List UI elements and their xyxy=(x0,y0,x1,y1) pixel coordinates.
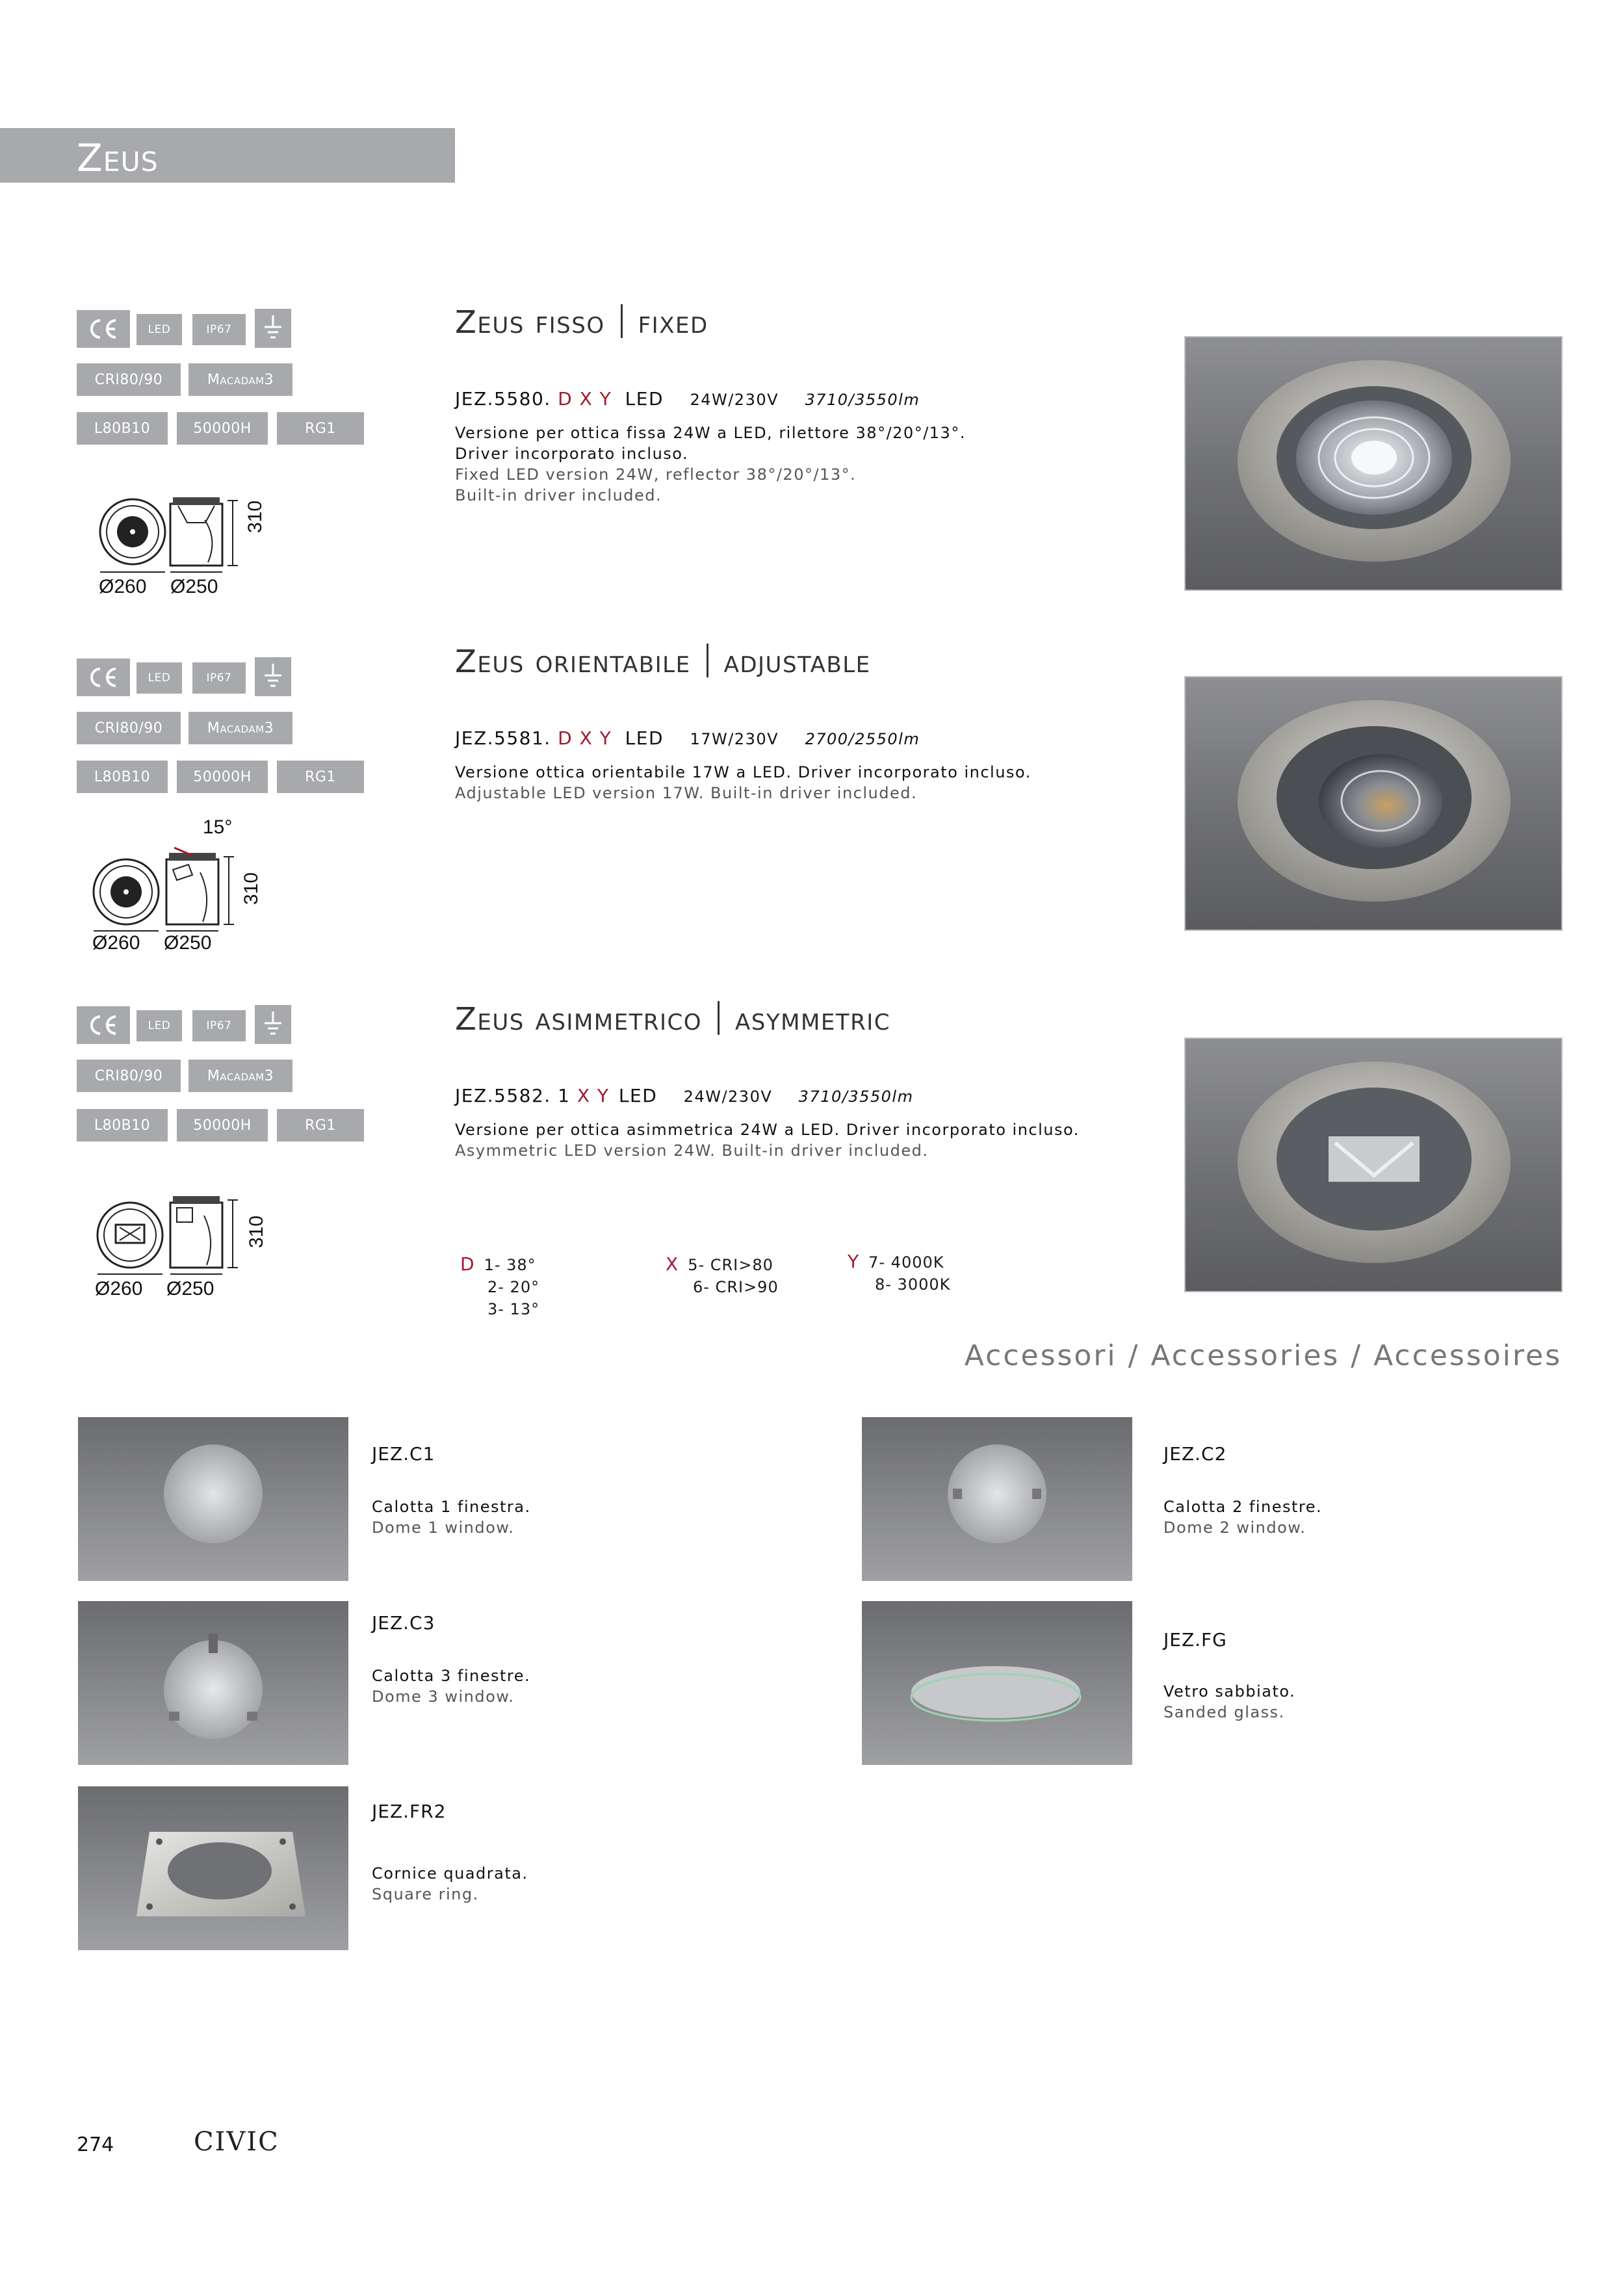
description-it-line: Driver incorporato incluso. xyxy=(455,445,689,463)
product-title xyxy=(455,644,871,680)
product-title xyxy=(455,304,708,341)
product-title-it: Zeus fisso xyxy=(455,304,605,341)
product-description xyxy=(455,762,1032,803)
option-key: D xyxy=(460,1253,475,1275)
led-label: LED xyxy=(618,1085,658,1106)
accessory-photo-c2 xyxy=(862,1417,1132,1581)
option-item: 2- 20° xyxy=(487,1278,540,1296)
l80-badge: L80B10 xyxy=(77,761,168,793)
accessory-desc-it: Calotta 3 finestre. xyxy=(372,1667,531,1685)
ground-symbol-icon xyxy=(255,309,291,348)
l80-badge: L80B10 xyxy=(77,1109,168,1141)
description-it-line: Versione per ottica fissa 24W a LED, rilettore 38°/20°/13°. xyxy=(455,424,966,442)
accessory-description xyxy=(372,1665,530,1707)
tilt-angle-label: 15° xyxy=(203,816,233,838)
option-item: 1- 38° xyxy=(484,1256,536,1274)
product-photo-fixed xyxy=(1184,336,1563,591)
led-label: LED xyxy=(625,727,664,749)
option-item: 8- 3000K xyxy=(875,1275,951,1294)
brand-logo: CIVIC xyxy=(194,2127,279,2157)
product-code: JEZ.5581. xyxy=(455,727,551,749)
lifetime-badge: 50000H xyxy=(177,1109,268,1141)
ip-rating-badge: IP67 xyxy=(192,314,246,345)
accessory-photo-c3 xyxy=(78,1601,348,1765)
accessory-desc-it: Vetro sabbiato. xyxy=(1163,1682,1296,1701)
product-title-it: Zeus orientabile xyxy=(455,644,691,680)
diameter-inner-label: Ø250 xyxy=(164,932,212,954)
product-title-en: asymmetric xyxy=(735,1001,890,1037)
power-rating: 24W/230V xyxy=(690,391,779,409)
page-number: 274 xyxy=(77,2133,114,2156)
ground-symbol-icon xyxy=(255,657,291,696)
diameter-outer-label: Ø260 xyxy=(99,576,147,597)
product-photo-asymmetric xyxy=(1184,1037,1563,1292)
lumen-output: 3710/3550lm xyxy=(805,391,920,409)
led-badge: LED xyxy=(136,1010,182,1041)
diameter-inner-label: Ø250 xyxy=(166,1278,214,1299)
lumen-output: 2700/2550lm xyxy=(805,730,920,748)
title-divider xyxy=(718,1001,720,1035)
accessory-photo-fr2 xyxy=(78,1786,348,1950)
accessory-description xyxy=(1163,1496,1322,1538)
option-item: 7- 4000K xyxy=(868,1253,944,1272)
product-photo-adjustable xyxy=(1184,676,1563,931)
diameter-outer-label: Ø260 xyxy=(92,932,140,954)
accessory-desc-it: Cornice quadrata. xyxy=(372,1864,528,1883)
ip-rating-badge: IP67 xyxy=(192,662,246,694)
accessory-desc-en: Dome 1 window. xyxy=(372,1519,515,1537)
accessory-desc-en: Dome 3 window. xyxy=(372,1688,515,1706)
option-item: 6- CRI>90 xyxy=(693,1278,779,1296)
accessories-heading: Accessori / Accessories / Accessoires xyxy=(964,1339,1562,1372)
height-label: 310 xyxy=(240,872,262,905)
cri-badge: CRI80/90 xyxy=(77,1060,181,1092)
variant-codes: D X Y xyxy=(558,388,612,410)
section-title: Zeus xyxy=(77,136,159,180)
diameter-inner-label: Ø250 xyxy=(170,576,218,597)
cri-badge: CRI80/90 xyxy=(77,363,181,396)
lifetime-badge: 50000H xyxy=(177,412,268,445)
ce-mark-icon xyxy=(77,1006,130,1044)
description-en-line: Built-in driver included. xyxy=(455,486,662,504)
accessory-desc-it: Calotta 2 finestre. xyxy=(1163,1498,1323,1516)
product-code: JEZ.5580. xyxy=(455,388,551,410)
variant-codes: X Y xyxy=(577,1085,610,1106)
accessory-code: JEZ.C3 xyxy=(372,1612,435,1634)
accessory-photo-fg xyxy=(862,1601,1132,1765)
product-description xyxy=(455,423,966,506)
option-group-y xyxy=(848,1251,950,1296)
lumen-output: 3710/3550lm xyxy=(798,1088,914,1106)
l80-badge: L80B10 xyxy=(77,412,168,445)
product-title-it: Zeus asimmetrico xyxy=(455,1001,703,1037)
option-group-d xyxy=(460,1253,539,1320)
ce-mark-icon xyxy=(77,310,130,348)
description-it-line: Versione ottica orientabile 17W a LED. Driver incorporato incluso. xyxy=(455,763,1032,781)
risk-group-badge: RG1 xyxy=(277,761,364,793)
option-group-x xyxy=(666,1253,779,1298)
height-label: 310 xyxy=(246,1215,267,1248)
accessory-description xyxy=(1163,1681,1295,1723)
macadam-badge: Macadam3 xyxy=(188,1060,292,1092)
accessory-code: JEZ.C2 xyxy=(1163,1443,1227,1465)
accessory-desc-en: Dome 2 window. xyxy=(1163,1519,1306,1537)
led-badge: LED xyxy=(136,314,182,345)
product-title xyxy=(455,1001,890,1037)
accessory-code: JEZ.FG xyxy=(1163,1629,1227,1650)
option-item: 5- CRI>80 xyxy=(688,1256,773,1274)
ip-rating-badge: IP67 xyxy=(192,1010,246,1041)
accessory-desc-en: Square ring. xyxy=(372,1885,479,1903)
power-rating: 17W/230V xyxy=(690,730,779,748)
accessory-description xyxy=(372,1496,531,1538)
product-code-line xyxy=(455,727,920,749)
ground-symbol-icon xyxy=(255,1005,291,1044)
description-en-line: Asymmetric LED version 24W. Built-in driver included. xyxy=(455,1141,929,1160)
accessory-desc-en: Sanded glass. xyxy=(1163,1703,1285,1721)
product-code: JEZ.5582. 1 xyxy=(455,1085,571,1106)
accessory-code: JEZ.FR2 xyxy=(372,1801,447,1822)
description-en-line: Adjustable LED version 17W. Built-in driver included. xyxy=(455,784,918,802)
macadam-badge: Macadam3 xyxy=(188,712,292,744)
product-title-en: adjustable xyxy=(723,644,871,680)
accessory-code: JEZ.C1 xyxy=(372,1443,435,1465)
accessory-desc-it: Calotta 1 finestra. xyxy=(372,1498,531,1516)
variant-codes: D X Y xyxy=(558,727,612,749)
height-label: 310 xyxy=(244,500,266,533)
power-rating: 24W/230V xyxy=(683,1088,773,1106)
section-title-tab xyxy=(0,128,455,183)
product-description xyxy=(455,1119,1080,1161)
ce-mark-icon xyxy=(77,659,130,696)
option-key: X xyxy=(666,1253,679,1275)
led-badge: LED xyxy=(136,662,182,694)
macadam-badge: Macadam3 xyxy=(188,363,292,396)
accessory-description xyxy=(372,1863,528,1905)
risk-group-badge: RG1 xyxy=(277,412,364,445)
option-key: Y xyxy=(848,1251,860,1272)
product-code-line xyxy=(455,1085,913,1106)
accessory-photo-c1 xyxy=(78,1417,348,1581)
description-en-line: Fixed LED version 24W, reflector 38°/20°/13°. xyxy=(455,465,857,484)
cri-badge: CRI80/90 xyxy=(77,712,181,744)
led-label: LED xyxy=(625,388,664,410)
product-title-en: fixed xyxy=(638,304,708,341)
title-divider xyxy=(707,644,708,677)
lifetime-badge: 50000H xyxy=(177,761,268,793)
diameter-outer-label: Ø260 xyxy=(95,1278,143,1299)
title-divider xyxy=(621,304,623,338)
risk-group-badge: RG1 xyxy=(277,1109,364,1141)
description-it-line: Versione per ottica asimmetrica 24W a LED. Driver incorporato incluso. xyxy=(455,1121,1080,1139)
option-item: 3- 13° xyxy=(487,1300,540,1318)
product-code-line xyxy=(455,388,920,410)
